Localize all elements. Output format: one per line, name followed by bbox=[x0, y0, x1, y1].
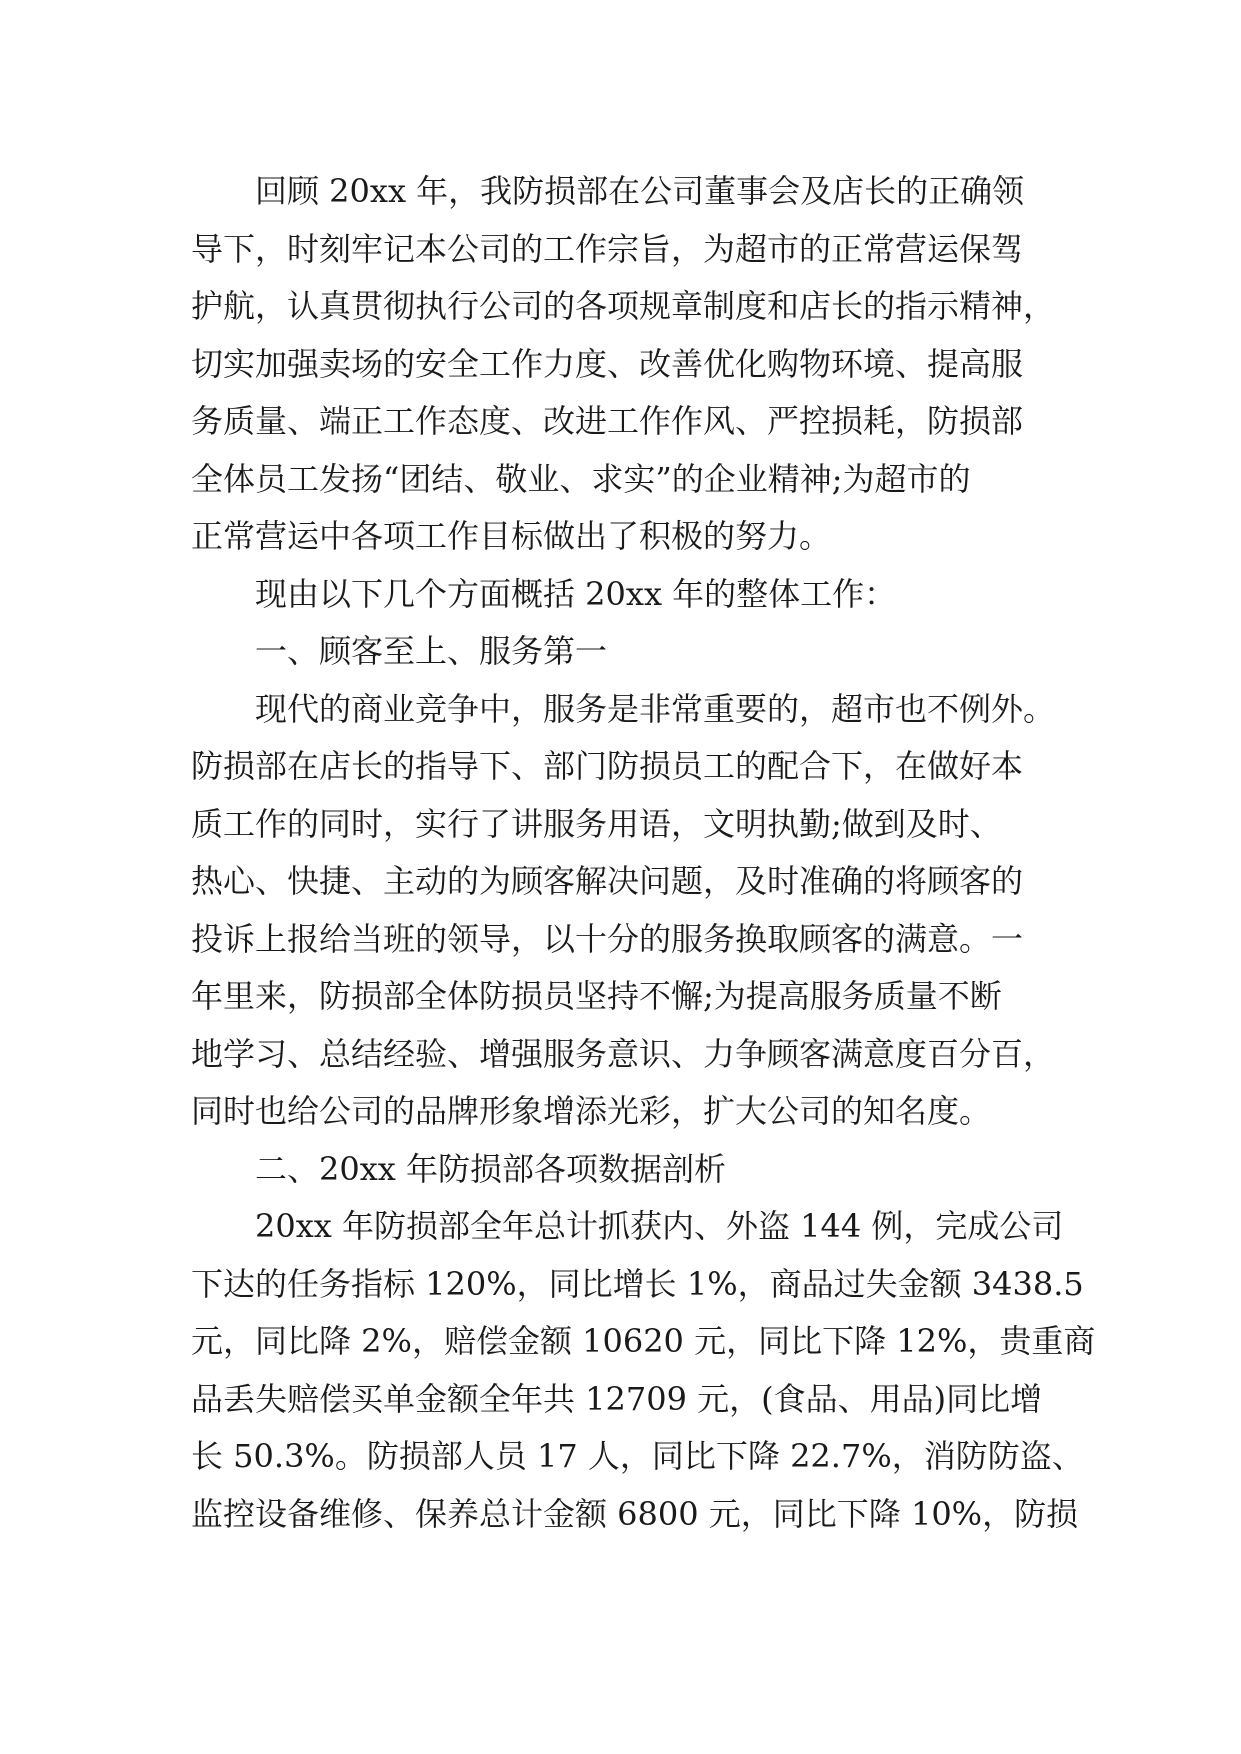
text-line: 现代的商业竞争中，服务是非常重要的，超市也不例外。 bbox=[255, 689, 1056, 728]
text-line: 长 50.3%。防损部人员 17 人，同比下降 22.7%，消防防盗、 bbox=[191, 1437, 1084, 1475]
text-line: 同时也给公司的品牌形象增添光彩，扩大公司的知名度。 bbox=[191, 1092, 992, 1130]
text-line: 务质量、端正工作态度、改进工作作风、严控损耗，防损部 bbox=[191, 402, 1024, 440]
text-line: 防损部在店长的指导下、部门防损员工的配合下，在做好本 bbox=[191, 747, 1024, 785]
text-line: 元，同比降 2%，赔偿金额 10620 元，同比下降 12%，贵重商 bbox=[191, 1322, 1096, 1360]
text-line: 全体员工发扬“团结、敬业、求实”的企业精神;为超市的 bbox=[191, 459, 971, 498]
text-line: 投诉上报给当班的领导，以十分的服务换取顾客的满意。一 bbox=[191, 919, 1024, 958]
text-line: 导下，时刻牢记本公司的工作宗旨，为超市的正常营运保驾 bbox=[191, 229, 1024, 268]
text-line: 回顾 20xx 年，我防损部在公司董事会及店长的正确领 bbox=[255, 172, 1025, 210]
text-line: 现由以下几个方面概括 20xx 年的整体工作： bbox=[255, 574, 897, 613]
text-line: 质工作的同时，实行了讲服务用语，文明执勤;做到及时、 bbox=[191, 804, 1002, 843]
text-line: 监控设备维修、保养总计金额 6800 元，同比下降 10%，防损 bbox=[191, 1494, 1079, 1533]
text-line: 20xx 年防损部全年总计抓获内、外盗 144 例，完成公司 bbox=[255, 1207, 1064, 1245]
text-line: 地学习、总结经验、增强服务意识、力争顾客满意度百分百， bbox=[191, 1034, 1056, 1073]
text-line: 年里来，防损部全体防损员坚持不懈;为提高服务质量不断 bbox=[191, 977, 1002, 1015]
text-line: 下达的任务指标 120%，同比增长 1%，商品过失金额 3438.5 bbox=[191, 1264, 1084, 1303]
text-line: 护航，认真贯彻执行公司的各项规章制度和店长的指示精神， bbox=[191, 287, 1056, 325]
text-line: 切实加强卖场的安全工作力度、改善优化购物环境、提高服 bbox=[191, 344, 1024, 383]
text-line: 热心、快捷、主动的为顾客解决问题，及时准确的将顾客的 bbox=[191, 862, 1024, 900]
text-line: 正常营运中各项工作目标做出了积极的努力。 bbox=[191, 517, 832, 555]
text-line: 品丢失赔偿买单金额全年共 12709 元，(食品、用品)同比增 bbox=[191, 1379, 1043, 1418]
body-text bbox=[191, 163, 1101, 1543]
section-heading: 二、20xx 年防损部各项数据剖析 bbox=[255, 1149, 726, 1188]
section-heading: 一、顾客至上、服务第一 bbox=[255, 632, 608, 670]
